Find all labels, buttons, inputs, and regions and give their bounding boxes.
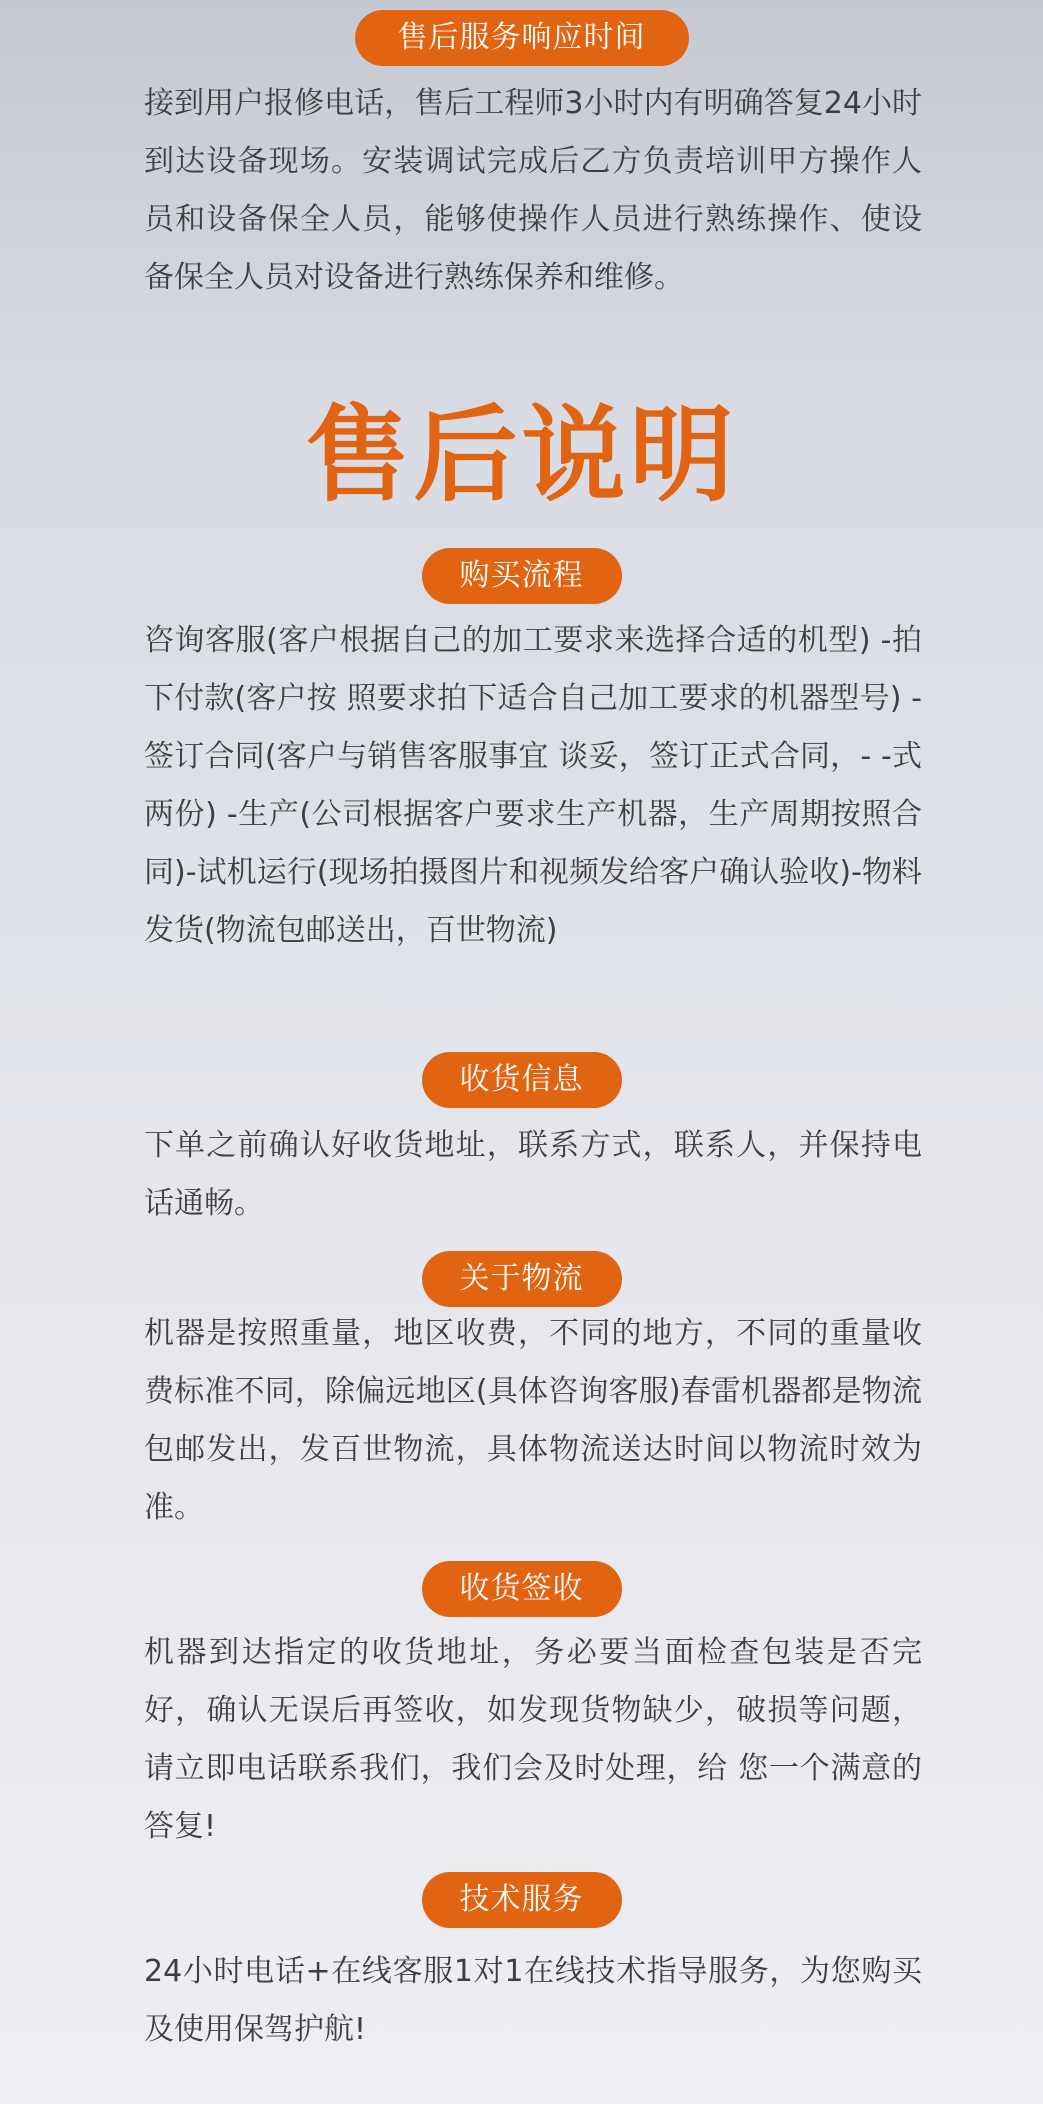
signing-label: 收货签收	[422, 1561, 622, 1617]
response-time-label: 售后服务响应时间	[355, 10, 689, 66]
tech-service-label: 技术服务	[422, 1872, 622, 1928]
receiving-info-text: 下单之前确认好收货地址，联系方式，联系人，并保持电话通畅。	[144, 1128, 922, 1221]
receiving-info-label: 收货信息	[422, 1052, 622, 1108]
purchase-flow-label: 购买流程	[422, 548, 622, 604]
response-time-text: 接到用户报修电话，售后工程师3小时内有明确答复24小时到达设备现场。安装调试完成后乙方负责培训甲方操作人员和设备保全人员，能够使操作人员进行熟练操作、使设备保全人员对设备进行熟练保养和维修。	[144, 86, 922, 295]
logistics-label: 关于物流	[422, 1251, 622, 1307]
tech-service-text: 24小时电话+在线客服1对1在线技术指导服务，为您购买及使用保驾护航!	[144, 1954, 922, 2047]
logistics-text: 机器是按照重量，地区收费，不同的地方，不同的重量收费标准不同，除偏远地区(具体咨询客服)春雷机器都是物流包邮发出，发百世物流，具体物流送达时间以物流时效为准。	[144, 1316, 922, 1525]
signing-text: 机器到达指定的收货地址，务必要当面检查包装是否完好，确认无误后再签收，如发现货物缺少，破损等问题，请立即电话联系我们，我们会及时处理，给 您一个满意的答复!	[144, 1635, 922, 1844]
main-title: 售后说明	[305, 394, 738, 516]
purchase-flow-text: 咨询客服(客户根据自己的加工要求来选择合适的机型) -拍下付款(客户按 照要求拍下适合自己加工要求的机器型号) -签订合同(客户与销售客服事宜 谈妥，签订正式合同，- -式两份) -生产(公司根据客户要求生产机器，生产周期按照合同)-试机运行(现场拍摄图片和视频发给客户确认验收)-物料发货(物流包邮送出，百世物流)	[144, 623, 922, 948]
